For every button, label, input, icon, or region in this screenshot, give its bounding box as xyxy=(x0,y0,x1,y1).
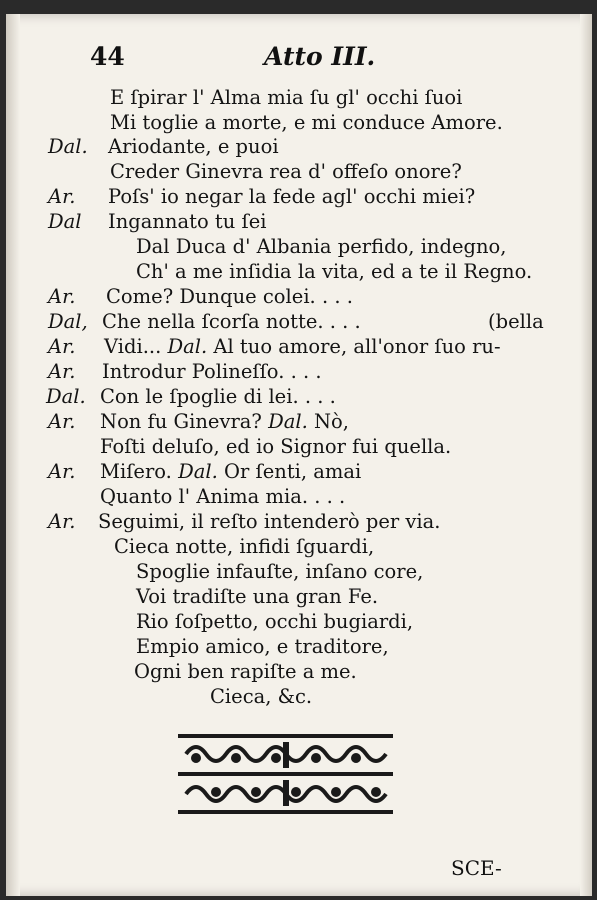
line-text: Come? Dunque colei. . . . xyxy=(106,285,353,308)
running-title: Atto III. xyxy=(264,42,376,71)
inline-speaker-label: Dal. xyxy=(268,410,308,433)
line-text: Mi toglie a morte, e mi conduce Amore. xyxy=(110,111,503,134)
inline-speaker-label: Dal. xyxy=(167,335,208,358)
line-text: Dal Duca d' Albania perfido, indegno, xyxy=(136,235,507,258)
speaker-label: Ar. xyxy=(48,410,76,433)
line-text: Con le ſpoglie di lei. . . . xyxy=(100,385,336,408)
speaker-label: Ar. xyxy=(48,185,76,208)
line-text xyxy=(100,410,349,434)
line-text: Quanto l' Anima mia. . . . xyxy=(100,485,346,508)
speaker-label: Ar. xyxy=(48,460,76,483)
line-text: Ariodante, e puoi xyxy=(108,135,279,158)
line-text: Seguimi, il reſto intenderò per via. xyxy=(98,510,441,533)
line-text: Creder Ginevra rea d' offeſo onore? xyxy=(110,160,462,183)
page-header xyxy=(6,42,592,82)
aria-text: Voi tradiſte una gran Fe. xyxy=(136,585,379,608)
page-number: 44 xyxy=(90,42,125,71)
line-text: E ſpirar l' Alma mia ſu gl' occhi ſuoi xyxy=(110,86,463,109)
da-capo-text: Cieca, &c. xyxy=(210,685,313,708)
speaker-label: Ar. xyxy=(48,360,76,383)
line-text: Introdur Polineſſo. . . . xyxy=(102,360,322,383)
line-text-part: Vidi... xyxy=(104,335,162,358)
aria-text: Spoglie infauſte, inſano core, xyxy=(136,560,424,583)
inline-speaker-label: Dal. xyxy=(178,460,218,483)
aria-text: Empio amico, e traditore, xyxy=(136,635,389,658)
line-text xyxy=(100,460,361,484)
line-text-part: Non fu Ginevra? xyxy=(100,410,262,433)
line-text: Ingannato tu ſei xyxy=(108,210,267,233)
line-text-part: Miſero. xyxy=(100,460,172,483)
catchword: SCE- xyxy=(451,856,502,880)
aria-text: Rio ſoſpetto, occhi bugiardi, xyxy=(136,610,414,633)
line-text: Che nella ſcorſa notte. . . . xyxy=(102,310,361,333)
line-text-part: Nò, xyxy=(313,410,349,433)
printers-ornament xyxy=(178,734,393,814)
speaker-label: Dal. xyxy=(46,385,86,408)
line-text: Poſs' io negar la fede agl' occhi miei? xyxy=(108,185,476,208)
page-edge xyxy=(580,14,592,896)
page-gutter xyxy=(6,14,20,896)
line-text-part: Or ſenti, amai xyxy=(224,460,362,483)
aria-text: Cieca notte, infidi ſguardi, xyxy=(114,535,375,558)
line-text: Foſti deluſo, ed io Signor fui quella. xyxy=(100,435,452,458)
speaker-label: Dal. xyxy=(48,135,88,158)
speaker-label: Dal xyxy=(48,210,82,233)
turnover-word: (bella xyxy=(488,310,544,333)
speaker-label: Ar. xyxy=(48,335,76,358)
line-text-part: Al tuo amore, all'onor ſuo ru- xyxy=(213,335,501,358)
line-text xyxy=(104,335,501,359)
speaker-label: Ar. xyxy=(48,510,76,533)
aria-text: Ogni ben rapiſte a me. xyxy=(134,660,357,683)
line-text: Ch' a me inſidia la vita, ed a te il Regno. xyxy=(136,260,533,283)
speaker-label: Ar. xyxy=(48,285,76,308)
book-page xyxy=(6,14,592,896)
speaker-label: Dal, xyxy=(48,310,88,333)
